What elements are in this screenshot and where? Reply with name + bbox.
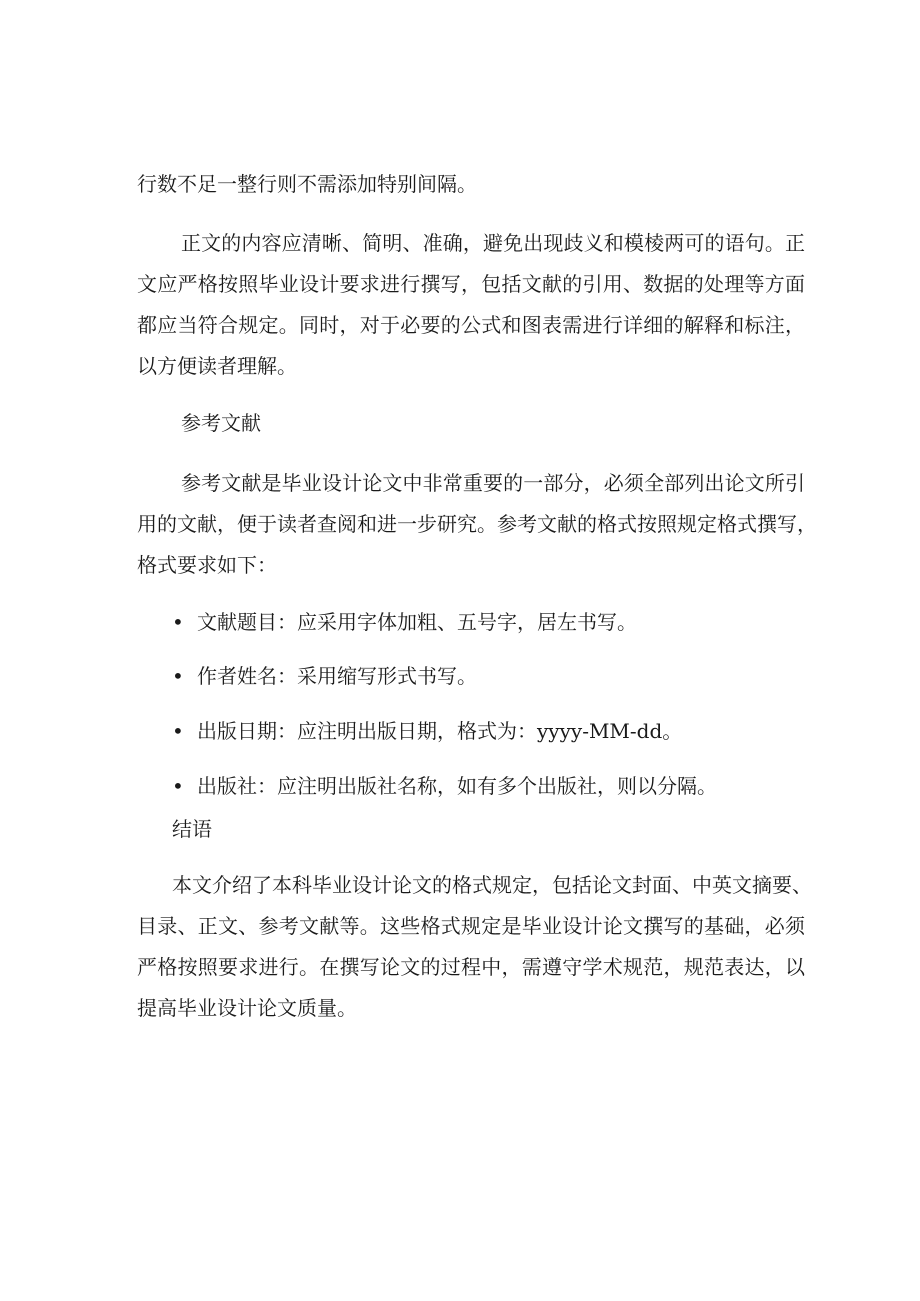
paragraph-line: 目录、正文、参考文献等。这些格式规定是毕业设计论文撰写的基础，必须 [137, 914, 805, 938]
paragraph-line: 正文的内容应清晰、简明、准确，避免出现歧义和模棱两可的语句。正 [181, 231, 805, 255]
carryover-line: 行数不足一整行则不需添加特别间隔。 [137, 172, 477, 196]
list-item-text: 作者姓名：采用缩写形式书写。 [197, 664, 477, 688]
paragraph-line: 格式要求如下： [137, 553, 277, 577]
list-item-text: 出版社：应注明出版社名称，如有多个出版社，则以分隔。 [197, 774, 717, 798]
section-heading-conclusion: 结语 [172, 817, 212, 841]
paragraph-line: 严格按照要求进行。在撰写论文的过程中，需遵守学术规范，规范表达，以 [137, 955, 805, 979]
paragraph-line: 以方便读者理解。 [137, 354, 297, 378]
paragraph-line: 本文介绍了本科毕业设计论文的格式规定，包括论文封面、中英文摘要、 [172, 873, 812, 897]
paragraph-line: 提高毕业设计论文质量。 [137, 996, 357, 1020]
bullet-icon: • [172, 774, 184, 798]
list-item-text: 文献题目：应采用字体加粗、五号字，居左书写。 [197, 610, 637, 634]
list-item-text: 出版日期：应注明出版日期，格式为：yyyy-MM-dd。 [197, 719, 683, 743]
paragraph-line: 文应严格按照毕业设计要求进行撰写，包括文献的引用、数据的处理等方面 [137, 272, 805, 296]
bullet-icon: • [172, 664, 184, 688]
paragraph-line: 参考文献是毕业设计论文中非常重要的一部分，必须全部列出论文所引 [181, 471, 805, 495]
paragraph-line: 都应当符合规定。同时，对于必要的公式和图表需进行详细的解释和标注， [137, 313, 805, 337]
section-heading-references: 参考文献 [181, 411, 261, 435]
paragraph-line: 用的文献，便于读者查阅和进一步研究。参考文献的格式按照规定格式撰写， [137, 512, 817, 536]
bullet-icon: • [172, 719, 184, 743]
bullet-icon: • [172, 610, 184, 634]
